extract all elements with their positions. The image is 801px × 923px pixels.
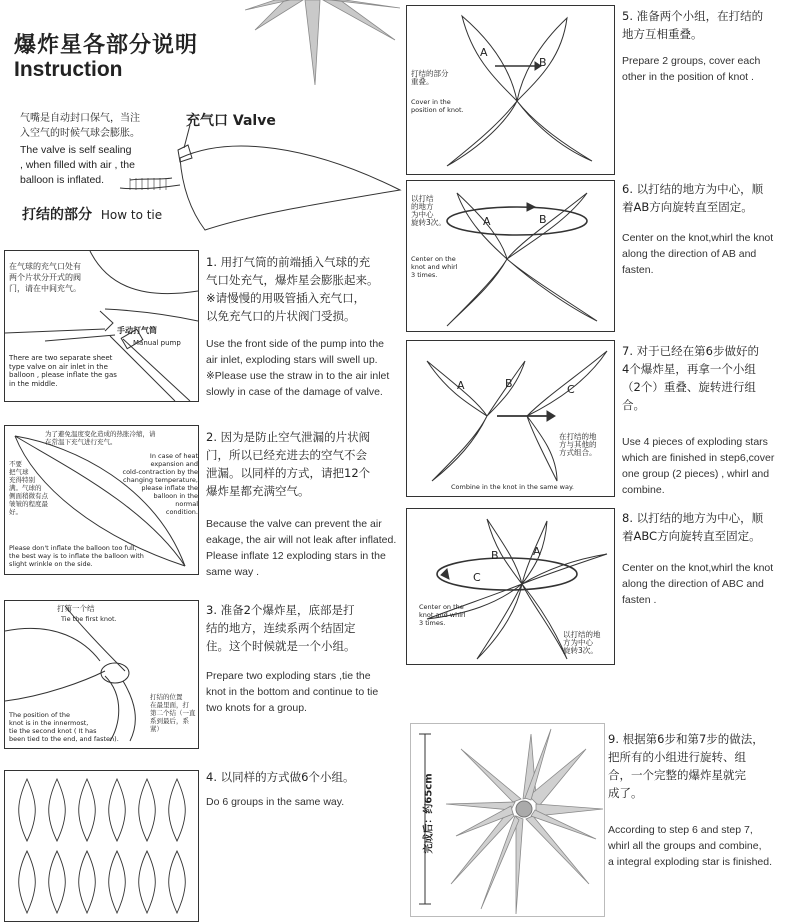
step8-text-en: Center on the knot,whirl the knot along the direction of ABC and fasten .: [622, 562, 774, 606]
step2-illus-en-top: In case of heat expansion and cold-contraction by the changing temperature, please inflate the balloon in the normal condition.: [122, 452, 198, 516]
step3-illus-left-en: The position of the knot is in the innermost, tie the second knot ( It has been tied to the end, and fasten).: [9, 711, 119, 743]
step8-illus-en: Center on the knot and whirl 3 times.: [419, 603, 466, 627]
step3-illus-right-cn: 打结的位置 在最里面，打 第二个结（一直 系到最后，系紧）: [150, 693, 196, 733]
step1-illus-cn: 在气球的充气口处有 两个片状分开式的阀 门，请在中间充气。: [9, 262, 81, 293]
step9-text-en: According to step 6 and step 7, whirl all the groups and combine, a integral exploding star is finished.: [608, 824, 773, 868]
valve-label: 充气口 Valve: [186, 113, 276, 129]
step4-text-en: Do 6 groups in the same way.: [206, 796, 345, 808]
step6-letter-b: B: [539, 213, 547, 226]
step8-text-cn: 8. 以打结的地方为中心，顺 着ABC方向旋转直至固定。: [622, 511, 764, 543]
step5-letter-b: B: [539, 56, 547, 69]
step3-text-en: Prepare two exploding stars ,tie the knot in the bottom and continue to tie two knots for a group.: [206, 670, 379, 714]
page-title-en: Instruction: [14, 58, 123, 81]
step7-text-en: Use 4 pieces of exploding stars which are finished in step6,cover one group (2 pieces) , whirl and combine.: [622, 436, 775, 496]
step9-text-cn: 9. 根据第6步和第7步的做法， 把所有的小组进行旋转、组 合，一个完整的爆炸星就完 成了。: [608, 732, 764, 800]
step6-illustration: [406, 180, 615, 332]
tie-label: [22, 204, 162, 224]
step6-text-cn: 6. 以打结的地方为中心，顺 着AB方向旋转直至固定。: [622, 182, 764, 214]
step2-illus-cn-left: 不要 把气球 充得特别 满。气球的 侧面稍微有点 皱皱的程度最 好。: [9, 460, 48, 516]
step5-illus-en: Cover in the position of knot.: [411, 98, 464, 114]
step3-illustration: [4, 600, 199, 749]
step9-illustration: [410, 723, 605, 917]
step7-letter-c: C: [567, 383, 575, 396]
step4-illustration: [4, 770, 199, 922]
step5-illus-cn: 打结的部分 重叠。: [411, 69, 449, 86]
pump-label-en: Manual pump: [133, 339, 181, 347]
step4-text-cn: 4. 以同样的方式做6个小组。: [206, 770, 355, 784]
step1-illus-en: There are two separate sheet type valve on air inlet in the balloon , please inflate the gas in the middle.: [9, 354, 117, 388]
step8-illustration: [406, 508, 615, 665]
star-tips-decoration: [245, 0, 405, 90]
step8-letter-a: A: [533, 545, 541, 558]
step5-illustration: [406, 5, 615, 175]
step7-illus-en: Combine in the knot in the same way.: [451, 483, 574, 491]
step8-letter-b: B: [491, 549, 499, 562]
step6-illus-cn: 以打结 的地方 为中心 旋转3次。: [411, 194, 446, 227]
step7-illustration: [406, 340, 615, 497]
step2-text-en: Because the valve can prevent the air eakage, the air will not leak after inflated. Please inflate 12 exploding stars in the same way .: [206, 518, 397, 578]
step2-text-cn: 2. 因为是防止空气泄漏的片状阀 门，所以已经充进去的空气不会 泄漏。以同样的方式，请把12个 爆炸星都充满空气。: [206, 430, 371, 498]
step7-illus-cn: 在打结的地 方与其他的 方式组合。: [559, 432, 597, 457]
step5-text-en: Prepare 2 groups, cover each other in the position of knot .: [622, 55, 761, 83]
valve-note-cn: 气嘴是自动封口保气，当注 入空气的时候气球会膨胀。: [20, 113, 140, 139]
tie-label-cn: 打结的部分: [22, 207, 92, 223]
step1-text-en: Use the front side of the pump into the air inlet, exploding stars will swell up. ※Please use the straw in to the air inlet slowly in case of the damage of valve.: [206, 338, 390, 398]
step7-text-cn: 7. 对于已经在第6步做好的 4个爆炸星，再拿一个小组 （2个）重叠、旋转进行组 合。: [622, 344, 759, 412]
step9-size-label: 完成后：约65cm: [423, 773, 435, 854]
step8-letter-c: C: [473, 571, 481, 584]
step7-letter-a: A: [457, 379, 465, 392]
valve-note-en: The valve is self sealing , when filled with air , the balloon is inflated.: [20, 144, 135, 186]
step5-letter-a: A: [480, 46, 488, 59]
step2-illustration: [4, 425, 199, 575]
step3-text-cn: 3. 准备2个爆炸星，底部是打 结的地方，连续系两个结固定 住。这个时候就是一个小组。: [206, 603, 356, 653]
step3-illus-top-en: Tie the first knot.: [61, 615, 117, 623]
step6-letter-a: A: [483, 215, 491, 228]
tie-label-en: How to tie: [100, 208, 163, 222]
step7-letter-b: B: [505, 377, 513, 390]
step1-text-cn: 1. 用打气筒的前端插入气球的充 气口处充气，爆炸星会膨胀起来。 ※请慢慢的用吸管插入充气口， 以免充气口的片状阀门受损。: [206, 255, 379, 323]
page-title-cn: 爆炸星各部分说明: [14, 33, 199, 58]
step2-illus-en-bottom: Please don't inflate the balloon too full, the best way is to inflate the balloon with slight wrinkle on the side.: [9, 544, 144, 568]
step6-illus-en: Center on the knot and whirl 3 times.: [411, 255, 458, 279]
step5-text-cn: 5. 准备两个小组，在打结的 地方互相重叠。: [622, 9, 764, 41]
step2-illus-cn-top: 为了避免温度变化造成的热胀冷缩，请 在常温下充气进行充气。: [45, 430, 156, 446]
step1-illustration: [4, 250, 199, 402]
pump-label-cn: 手动打气筒: [117, 326, 157, 335]
step8-illus-cn: 以打结的地 方为中心 旋转3次。: [563, 630, 601, 655]
step6-text-en: Center on the knot,whirl the knot along the direction of AB and fasten.: [622, 232, 774, 276]
step3-illus-top-cn: 打第一个结: [57, 604, 95, 613]
